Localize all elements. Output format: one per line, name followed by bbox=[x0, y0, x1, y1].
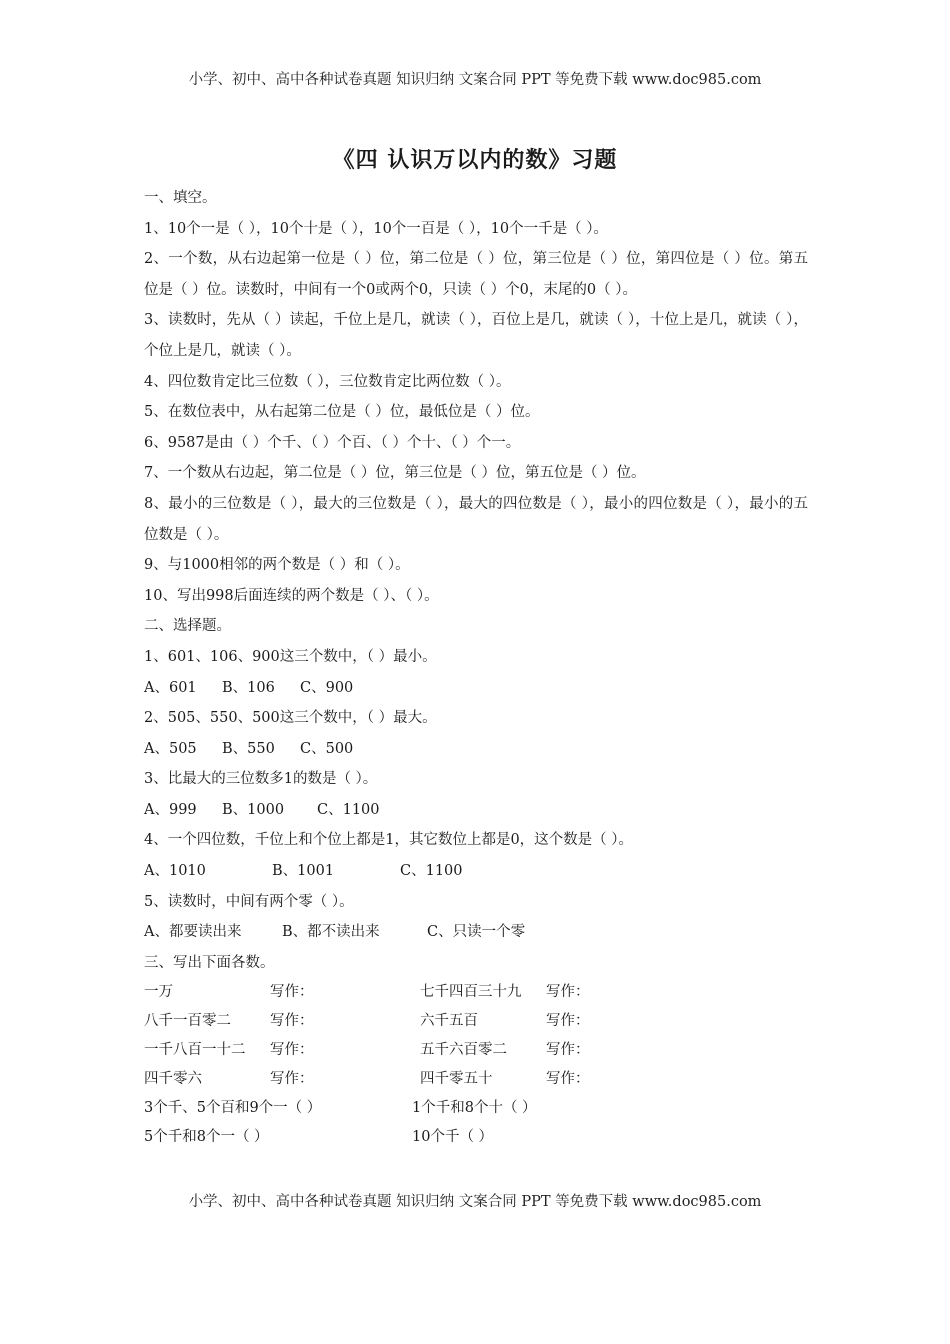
place-value-item: 1个千和8个十（ ） bbox=[412, 1100, 537, 1117]
fill-question-7: 7、一个数从右边起，第二位是（ ）位，第三位是（ ）位，第五位是（ ）位。 bbox=[144, 465, 646, 482]
fill-question-3: 3、读数时，先从（ ）读起，千位上是几，就读（ ），百位上是几，就读（ ），十位上是几，就读（ ），个位上是几，就读（ ）。 bbox=[144, 312, 808, 359]
number-word: 一万 bbox=[144, 984, 173, 1001]
write-label: 写作： bbox=[546, 1042, 590, 1059]
section1-heading: 一、填空。 bbox=[144, 190, 217, 206]
write-label: 写作： bbox=[546, 1071, 590, 1088]
page-header: 小学、初中、高中各种试卷真题 知识归纳 文案合同 PPT 等免费下载 www.doc985.com bbox=[188, 72, 762, 88]
place-value-row bbox=[144, 1094, 808, 1123]
number-word: 一千八百一十二 bbox=[144, 1042, 246, 1059]
option-a: A、505 bbox=[144, 740, 197, 757]
number-word: 四千零五十 bbox=[420, 1071, 493, 1088]
fill-question-6: 6、9587是由（ ）个千、（ ）个百、（ ）个十、（ ）个一。 bbox=[144, 434, 521, 451]
choice-options-5 bbox=[144, 917, 808, 948]
write-label: 写作： bbox=[546, 984, 590, 1001]
page-footer: 小学、初中、高中各种试卷真题 知识归纳 文案合同 PPT 等免费下载 www.doc985.com bbox=[188, 1194, 762, 1210]
place-value-item: 10个千（ ） bbox=[412, 1129, 494, 1146]
write-row bbox=[144, 978, 808, 1007]
place-value-row bbox=[144, 1123, 808, 1152]
choice-options-4 bbox=[144, 856, 808, 887]
choice-question-5: 5、读数时，中间有两个零（ ）。 bbox=[144, 893, 354, 910]
write-row bbox=[144, 1036, 808, 1065]
section2-heading: 二、选择题。 bbox=[144, 618, 231, 635]
write-row bbox=[144, 1007, 808, 1036]
fill-question-10: 10、写出998后面连续的两个数是（ ）、（ ）。 bbox=[144, 587, 439, 604]
option-b: B、1000 bbox=[222, 801, 285, 818]
place-value-item: 3个千、5个百和9个一（ ） bbox=[144, 1100, 322, 1117]
option-c: C、500 bbox=[300, 740, 354, 757]
option-a: A、601 bbox=[144, 679, 197, 696]
option-a: A、999 bbox=[144, 801, 197, 818]
option-c: C、1100 bbox=[400, 863, 463, 880]
fill-question-1: 1、10个一是（ ），10个十是（ ），10个一百是（ ），10个一千是（ ）。 bbox=[144, 220, 608, 237]
choice-options-2 bbox=[144, 734, 808, 765]
write-row bbox=[144, 1065, 808, 1094]
option-a: A、都要读出来 bbox=[144, 924, 242, 941]
fill-question-2: 2、一个数，从右边起第一位是（ ）位，第二位是（ ）位，第三位是（ ）位，第四位是（ ）位。第五位是（ ）位。读数时，中间有一个0或两个0，只读（ ）个0，末尾的0（ ）。 bbox=[144, 251, 808, 298]
option-b: B、1001 bbox=[272, 863, 335, 880]
choice-question-1: 1、601、106、900这三个数中，（ ）最小。 bbox=[144, 648, 437, 665]
place-value-item: 5个千和8个一（ ） bbox=[144, 1129, 269, 1146]
fill-question-8: 8、最小的三位数是（ ），最大的三位数是（ ），最大的四位数是（ ），最小的四位数是（ ），最小的五位数是（ ）。 bbox=[144, 495, 808, 543]
write-label: 写作： bbox=[270, 984, 314, 1001]
number-word: 七千四百三十九 bbox=[420, 984, 522, 1001]
choice-question-4: 4、一个四位数，千位上和个位上都是1，其它数位上都是0，这个数是（ ）。 bbox=[144, 832, 634, 849]
option-b: B、550 bbox=[222, 740, 275, 757]
write-label: 写作： bbox=[270, 1042, 314, 1059]
number-word: 四千零六 bbox=[144, 1071, 202, 1088]
section3-heading: 三、写出下面各数。 bbox=[144, 954, 275, 971]
option-b: B、106 bbox=[222, 679, 275, 696]
option-c: C、900 bbox=[300, 679, 354, 696]
write-label: 写作： bbox=[546, 1013, 590, 1030]
option-a: A、1010 bbox=[144, 863, 206, 880]
worksheet-body bbox=[144, 183, 808, 1152]
number-word: 八千一百零二 bbox=[144, 1013, 231, 1030]
choice-options-1 bbox=[144, 673, 808, 704]
number-word: 五千六百零二 bbox=[420, 1042, 507, 1059]
fill-question-5: 5、在数位表中，从右起第二位是（ ）位，最低位是（ ）位。 bbox=[144, 404, 540, 421]
number-word: 六千五百 bbox=[420, 1013, 478, 1030]
write-label: 写作： bbox=[270, 1013, 314, 1030]
option-c: C、只读一个零 bbox=[427, 924, 526, 941]
choice-options-3 bbox=[144, 795, 808, 826]
fill-question-9: 9、与1000相邻的两个数是（ ）和（ ）。 bbox=[144, 557, 410, 574]
choice-question-3: 3、比最大的三位数多1的数是（ ）。 bbox=[144, 771, 378, 788]
option-b: B、都不读出来 bbox=[282, 924, 380, 941]
fill-question-4: 4、四位数肯定比三位数（ ），三位数肯定比两位数（ ）。 bbox=[144, 373, 511, 390]
option-c: C、1100 bbox=[317, 801, 380, 818]
page-title: 《四 认识万以内的数》习题 bbox=[332, 147, 618, 173]
write-label: 写作： bbox=[270, 1071, 314, 1088]
choice-question-2: 2、505、550、500这三个数中，（ ）最大。 bbox=[144, 710, 437, 727]
